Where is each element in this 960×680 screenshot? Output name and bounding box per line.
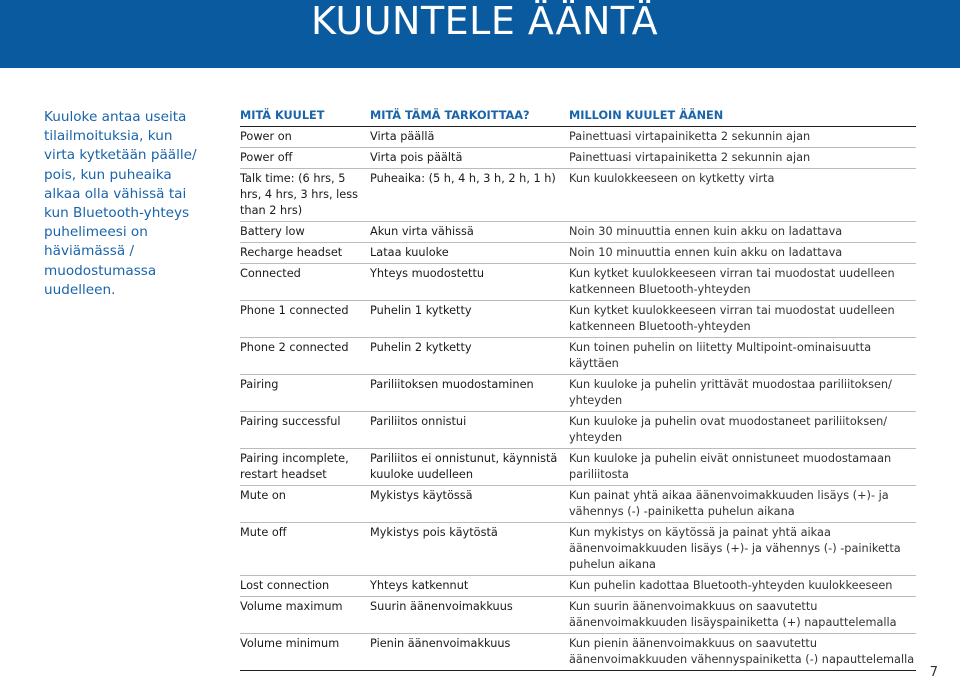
header-meaning: MITÄ TÄMÄ TARKOITTAA?	[370, 106, 569, 127]
cell-meaning: Pariliitos onnistui	[370, 412, 569, 449]
table-row	[240, 148, 916, 169]
cell-sound: Lost connection	[240, 576, 370, 597]
cell-when: Kun kytket kuulokkeeseen virran tai muodostat uudelleen katkenneen Bluetooth-yhteyden	[569, 301, 916, 338]
table-row	[240, 523, 916, 576]
table-header-row	[240, 106, 916, 127]
cell-meaning: Akun virta vähissä	[370, 222, 569, 243]
sidebar-intro	[44, 108, 206, 300]
cell-sound: Connected	[240, 264, 370, 301]
table-row	[240, 264, 916, 301]
table-row	[240, 127, 916, 148]
cell-when: Kun pienin äänenvoimakkuus on saavutettu äänenvoimakkuuden vähennyspainiketta (-) napauttelemalla	[569, 634, 916, 671]
table-row	[240, 634, 916, 671]
table-row	[240, 576, 916, 597]
cell-sound: Volume minimum	[240, 634, 370, 671]
cell-meaning: Puhelin 2 kytketty	[370, 338, 569, 375]
cell-meaning: Mykistys käytössä	[370, 486, 569, 523]
cell-meaning: Yhteys katkennut	[370, 576, 569, 597]
page-number: 7	[929, 665, 938, 680]
cell-when: Kun mykistys on käytössä ja painat yhtä aikaa äänenvoimakkuuden lisäys (+)- ja vähennys (-) -painiketta puhelun aikana	[569, 523, 916, 576]
cell-when: Noin 10 minuuttia ennen kuin akku on ladattava	[569, 243, 916, 264]
table-row	[240, 301, 916, 338]
cell-when: Kun kytket kuulokkeeseen virran tai muodostat uudelleen katkenneen Bluetooth-yhteyden	[569, 264, 916, 301]
cell-sound: Recharge headset	[240, 243, 370, 264]
cell-meaning: Virta päällä	[370, 127, 569, 148]
cell-meaning: Puheaika: (5 h, 4 h, 3 h, 2 h, 1 h)	[370, 169, 569, 222]
cell-when: Painettuasi virtapainiketta 2 sekunnin ajan	[569, 127, 916, 148]
cell-meaning: Mykistys pois käytöstä	[370, 523, 569, 576]
cell-when: Kun kuulokkeeseen on kytketty virta	[569, 169, 916, 222]
cell-meaning: Virta pois päältä	[370, 148, 569, 169]
sound-notifications-table	[240, 106, 916, 671]
cell-sound: Phone 1 connected	[240, 301, 370, 338]
cell-when: Noin 30 minuuttia ennen kuin akku on ladattava	[569, 222, 916, 243]
cell-meaning: Yhteys muodostettu	[370, 264, 569, 301]
cell-when: Kun kuuloke ja puhelin eivät onnistuneet muodostamaan pariliitosta	[569, 449, 916, 486]
cell-meaning: Pienin äänenvoimakkuus	[370, 634, 569, 671]
table-row	[240, 597, 916, 634]
cell-when: Kun suurin äänenvoimakkuus on saavutettu äänenvoimakkuuden lisäyspainiketta (+) napauttelemalla	[569, 597, 916, 634]
cell-sound: Pairing incomplete, restart headset	[240, 449, 370, 486]
cell-sound: Mute on	[240, 486, 370, 523]
cell-sound: Phone 2 connected	[240, 338, 370, 375]
cell-sound: Battery low	[240, 222, 370, 243]
page-banner	[0, 0, 960, 68]
cell-meaning: Pariliitoksen muodostaminen	[370, 375, 569, 412]
cell-meaning: Puhelin 1 kytketty	[370, 301, 569, 338]
table-row	[240, 169, 916, 222]
table-row	[240, 375, 916, 412]
table-row	[240, 486, 916, 523]
table-row	[240, 243, 916, 264]
cell-meaning: Suurin äänenvoimakkuus	[370, 597, 569, 634]
header-sound: MITÄ KUULET	[240, 106, 370, 127]
cell-sound: Pairing	[240, 375, 370, 412]
cell-meaning: Pariliitos ei onnistunut, käynnistä kuuloke uudelleen	[370, 449, 569, 486]
page-title: KUUNTELE ÄÄNTÄ	[311, 0, 659, 43]
cell-sound: Mute off	[240, 523, 370, 576]
cell-meaning: Lataa kuuloke	[370, 243, 569, 264]
table-row	[240, 449, 916, 486]
cell-sound: Volume maximum	[240, 597, 370, 634]
cell-when: Painettuasi virtapainiketta 2 sekunnin ajan	[569, 148, 916, 169]
cell-when: Kun painat yhtä aikaa äänenvoimakkuuden lisäys (+)- ja vähennys (-) -painiketta puhelun aikana	[569, 486, 916, 523]
sidebar-text: Kuuloke antaa useita tilailmoituksia, kun virta kytketään päälle/ pois, kun puheaika alkaa olla vähissä tai kun Bluetooth-yhteys puhelimeesi on häviämässä / muodostumassa uudelleen.	[44, 109, 197, 298]
cell-sound: Pairing successful	[240, 412, 370, 449]
cell-sound: Power off	[240, 148, 370, 169]
table-row	[240, 412, 916, 449]
table-body	[240, 127, 916, 671]
cell-sound: Power on	[240, 127, 370, 148]
table-row	[240, 338, 916, 375]
cell-when: Kun toinen puhelin on liitetty Multipoint-ominaisuutta käyttäen	[569, 338, 916, 375]
header-when: MILLOIN KUULET ÄÄNEN	[569, 106, 916, 127]
cell-sound: Talk time: (6 hrs, 5 hrs, 4 hrs, 3 hrs, less than 2 hrs)	[240, 169, 370, 222]
table-row	[240, 222, 916, 243]
cell-when: Kun kuuloke ja puhelin ovat muodostaneet pariliitoksen/ yhteyden	[569, 412, 916, 449]
cell-when: Kun puhelin kadottaa Bluetooth-yhteyden kuulokkeeseen	[569, 576, 916, 597]
cell-when: Kun kuuloke ja puhelin yrittävät muodostaa pariliitoksen/ yhteyden	[569, 375, 916, 412]
